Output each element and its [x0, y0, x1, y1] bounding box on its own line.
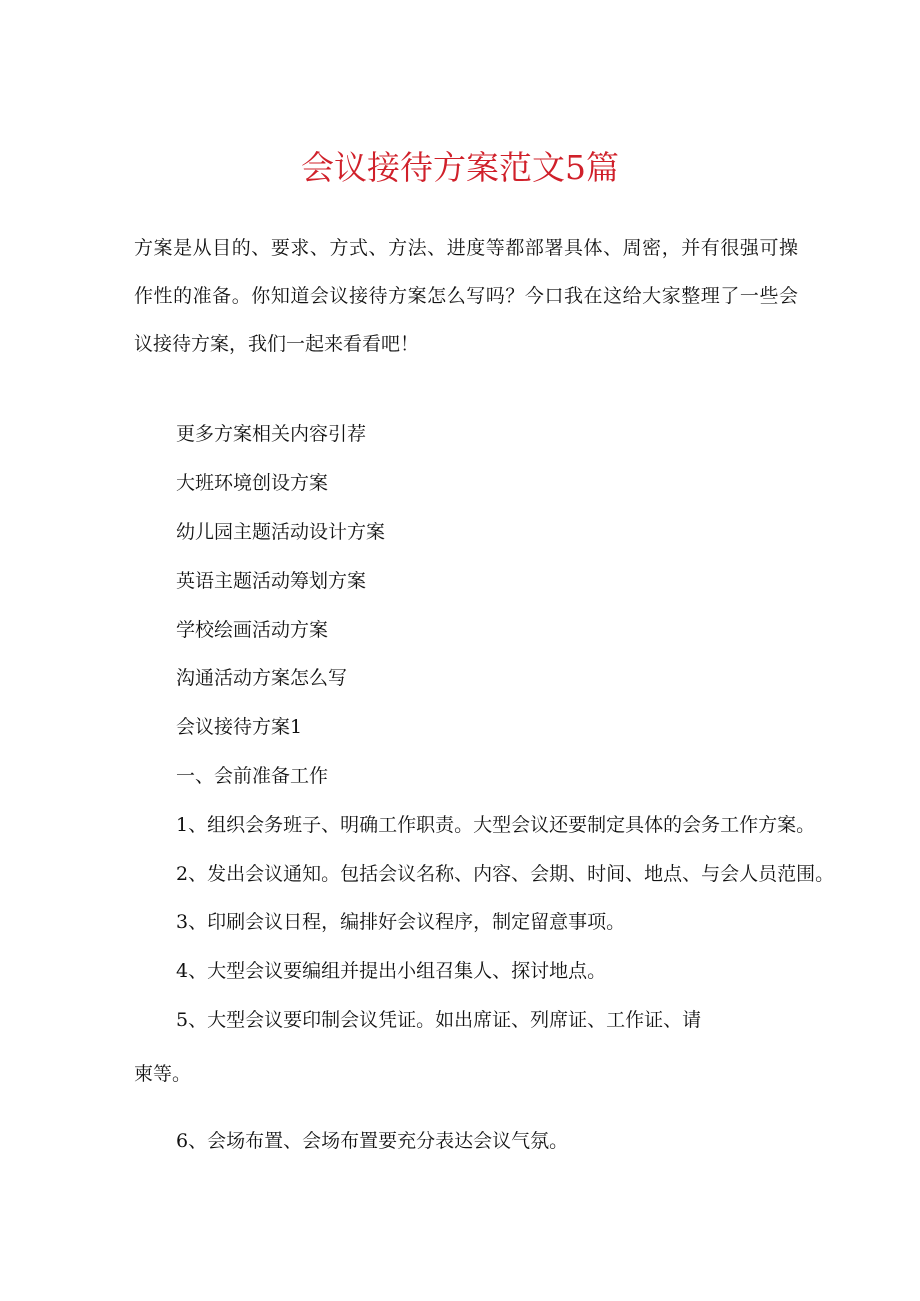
document-title: 会议接待方案范文5篇 [301, 148, 619, 187]
list-item: 2、发出会议通知。包括会议名称、内容、会期、时间、地点、与会人员范围。 [176, 863, 835, 885]
section-title: 会议接待方案1 [176, 716, 303, 738]
related-item: 学校绘画活动方案 [176, 619, 329, 641]
list-item: 3、印刷会议日程，编排好会议程序，制定留意事项。 [176, 911, 626, 933]
list-item: 4、大型会议要编组并提出小组召集人、探讨地点。 [176, 960, 607, 982]
list-item: 1、组织会务班子、明确工作职责。大型会议还要制定具体的会务工作方案。 [176, 814, 816, 836]
list-item: 5、大型会议要印制会议凭证。如出席证、列席证、工作证、请 [176, 1009, 702, 1031]
related-item: 幼儿园主题活动设计方案 [176, 521, 386, 543]
list-item-continuation: 柬等。 [134, 1063, 192, 1085]
intro-paragraph: 方案是从目的、要求、方式、方法、进度等都部署具体、周密，并有很强可操作性的准备。你知道会议接待方案怎么写吗？今口我在这给大家整理了一些会议接待方案，我们一起来看看吧！ [134, 237, 798, 355]
related-item: 英语主题活动筹划方案 [176, 570, 367, 592]
related-heading: 更多方案相关内容引荐 [176, 423, 367, 445]
part-title: 一、会前准备工作 [176, 765, 329, 787]
related-item: 大班环境创设方案 [176, 472, 329, 494]
list-item: 6、会场布置、会场布置要充分表达会议气氛。 [176, 1130, 569, 1152]
related-item: 沟通活动方案怎么写 [176, 667, 348, 689]
